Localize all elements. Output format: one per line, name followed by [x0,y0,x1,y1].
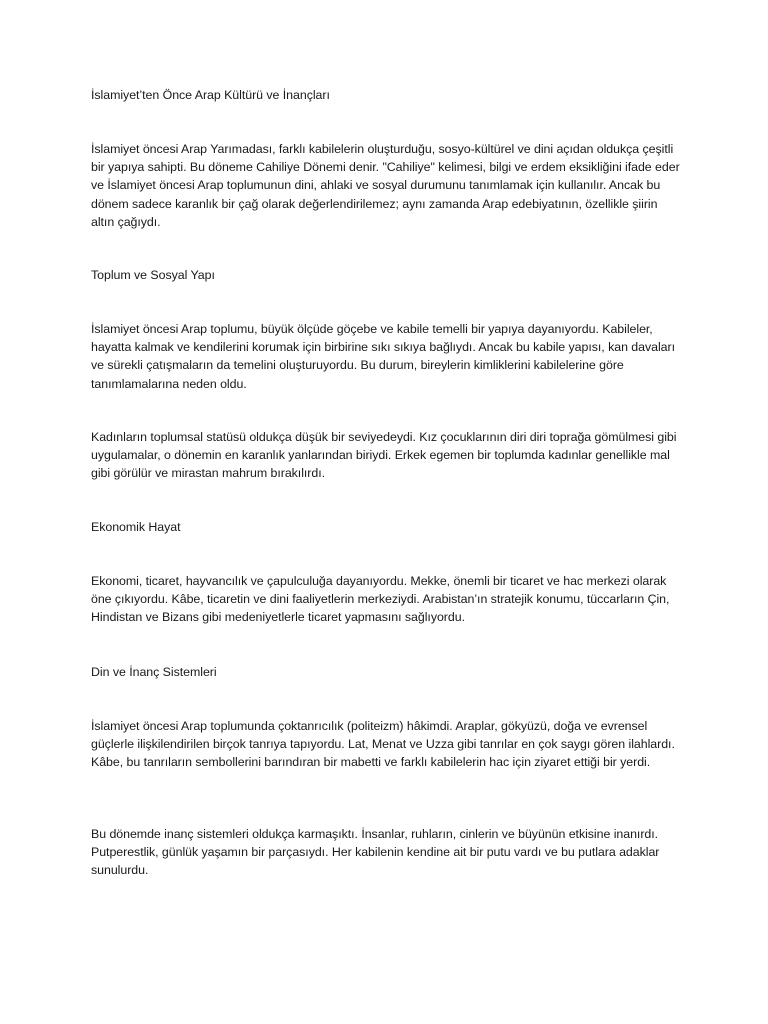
section-heading-religion: Din ve İnanç Sistemleri [91,665,217,679]
intro-paragraph: İslamiyet öncesi Arap Yarımadası, farklı kabilelerin oluşturduğu, sosyo-kültürel ve dini açıdan oldukça çeşitli bir yapıya sahipti. Bu döneme Cahiliye Dönemi denir. "Cahiliye" kelimesi, bilgi ve erdem eksikliğini ifade eder ve İslamiyet öncesi Arap toplumunun dini, ahlaki ve sosyal durumunu tanımlamak için kullanılır. Ancak bu dönem sadece karanlık bir çağ olarak değerlendirilemez; aynı zamanda Arap edebiyatının, özellikle şiirin altın çağıydı. [91,142,680,229]
society-paragraph-1: İslamiyet öncesi Arap toplumu, büyük ölçüde göçebe ve kabile temelli bir yapıya dayanıyordu. Kabileler, hayatta kalmak ve kendilerini korumak için birbirine sıkı sıkıya bağlıydı. Ancak bu kabile yapısı, kan davaları ve sürekli çatışmaların da temelini oluşturuyordu. Bu durum, bireylerin kimliklerini kabilelerine göre tanımlamalarına neden oldu. [91,322,675,391]
document-title: İslamiyet’ten Önce Arap Kültürü ve İnançları [91,88,330,102]
religion-paragraph-1: İslamiyet öncesi Arap toplumunda çoktanrıcılık (politeizm) hâkimdi. Araplar, gökyüzü, doğa ve evrensel güçlerle ilişkilendirilen birçok tanrıya tapıyordu. Lat, Menat ve Uzza gibi tanrılar en çok saygı gören ilahlardı. Kâbe, bu tanrıların sembollerini barındıran bir mabetti ve farklı kabilelerin hac için ziyaret ettiği bir yerdi. [91,719,675,770]
society-paragraph-2: Kadınların toplumsal statüsü oldukça düşük bir seviyedeydi. Kız çocuklarının diri diri toprağa gömülmesi gibi uygulamalar, o dönemin en karanlık yanlarından biriydi. Erkek egemen bir toplumda kadınlar genellikle mal gibi görülür ve mirastan mahrum bırakılırdı. [91,430,677,481]
religion-paragraph-2: Bu dönemde inanç sistemleri oldukça karmaşıktı. İnsanlar, ruhların, cinlerin ve büyünün etkisine inanırdı. Putperestlik, günlük yaşamın bir parçasıydı. Her kabilenin kendine ait bir putu vardı ve bu putlara adaklar sunulurdu. [91,827,660,878]
economy-paragraph-1: Ekonomi, ticaret, hayvancılık ve çapulculuğa dayanıyordu. Mekke, önemli bir ticaret ve hac merkezi olarak öne çıkıyordu. Kâbe, ticaretin ve dini faaliyetlerin merkeziydi. Arabistan’ın stratejik konumu, tüccarların Çin, Hindistan ve Bizans gibi medeniyetlerle ticaret yapmasını sağlıyordu. [91,574,670,625]
section-heading-society: Toplum ve Sosyal Yapı [91,268,215,282]
section-heading-economy: Ekonomik Hayat [91,520,181,534]
